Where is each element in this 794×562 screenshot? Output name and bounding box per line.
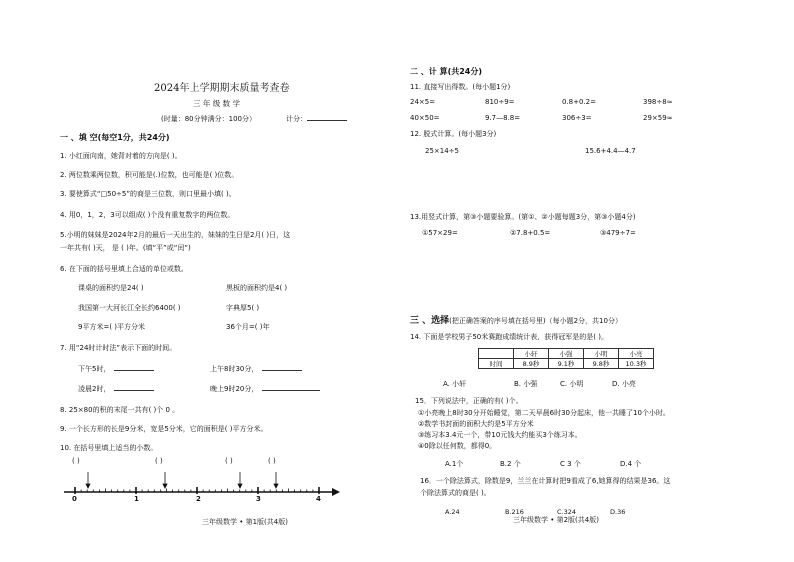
section-choice: 三 、选择(把正确答案的序号填在括号里)（每小题2分，共10分） — [410, 316, 622, 326]
question-7b: 上午8时30分， — [210, 366, 302, 373]
question-11: 11. 直接写出得数。(每小题1分) — [410, 83, 511, 91]
oral-5: 40×50= — [410, 114, 440, 122]
question-6c: 我国第一大河长江全长约6400( ) — [78, 304, 181, 312]
question-6: 6. 在下面的括号里填上合适的单位或数。 — [60, 265, 188, 273]
axis-label-0: 0 — [72, 495, 77, 503]
number-line-blank-1: ( ) — [72, 457, 80, 465]
axis-label-1: 1 — [134, 495, 139, 503]
exam-meta: (时量：80分钟满分：100分） — [161, 115, 256, 123]
oral-4: 398÷8≈ — [643, 98, 673, 106]
section-calculation: 二 、计 算(共24分) — [410, 67, 483, 76]
q14-option-a: A. 小轩 — [443, 380, 467, 388]
question-2: 2. 两位数乘两位数，积可能是(.)位数，也可能是( )位数。 — [60, 171, 239, 179]
number-line-blank-3: ( ) — [225, 457, 233, 465]
question-6b: 黑板的面积约是4( ) — [226, 284, 288, 292]
question-14: 14. 下面是学校男子50米赛跑成绩统计表，获得冠军是的是( )。 — [410, 333, 608, 341]
number-line-blank-2: ( ) — [155, 457, 163, 465]
oral-2: 810÷9= — [485, 98, 515, 106]
question-16-line2: 个除法算式的商是( )。 — [420, 489, 491, 497]
axis-label-4: 4 — [316, 495, 321, 503]
question-13: 13.用竖式计算，第③小题要验算。(第①、②小题每题3分，第③小题4分) — [410, 213, 636, 221]
question-15-statement-1: ①小亮晚上8时30分开始睡觉，第二天早晨6时30分起床，他一共睡了10个小时。 — [418, 409, 670, 417]
table-cell: 小轩 — [514, 349, 549, 359]
q15-option-c: C 3 个 — [560, 460, 581, 468]
race-result-table — [478, 348, 654, 369]
section-fill-blank: 一 、填 空(每空1分，共24分) — [60, 133, 170, 142]
table-cell: 时间 — [479, 359, 514, 369]
table-row — [479, 349, 654, 359]
axis-label-3: 3 — [256, 495, 261, 503]
q14-option-b: B. 小强 — [514, 380, 538, 388]
question-6d: 字典厚5( ) — [226, 304, 260, 312]
question-12: 12. 脱式计算。(每小题3分) — [410, 130, 497, 138]
question-15-statement-3: ③练习本3.4元一个，带10元钱大约能买3个练习本。 — [418, 431, 582, 439]
exam-subtitle: 三 年 级 数 学 — [193, 99, 241, 108]
table-cell: 9.8秒 — [584, 359, 619, 369]
table-row — [479, 359, 654, 369]
table-cell: 小亮 — [619, 349, 654, 359]
question-9: 9. 一个长方形的长是9分米，宽是5分米，它的面积是( )平方分米。 — [60, 425, 268, 433]
table-cell: 8.9秒 — [514, 359, 549, 369]
oral-6: 9.7—8.8= — [485, 114, 521, 122]
oral-7: 306÷3= — [562, 114, 592, 122]
question-6f: 36个月=( )年 — [226, 323, 270, 331]
question-5-line1: 5.小明的妹妹是2024年2月的最后一天出生的，妹妹的生日是2月( )日，这 — [60, 231, 291, 239]
question-13a: ①57×29= — [422, 229, 458, 237]
question-5-line2: 一年共有( )天， 是 ( )年。(填“平”或“闰”) — [60, 244, 191, 252]
oral-3: 0.8+0.2= — [562, 98, 596, 106]
score-label: 计分： — [286, 116, 347, 123]
oral-1: 24×5= — [410, 98, 436, 106]
exam-title: 2024年上学期期末质量考查卷 — [154, 83, 290, 94]
table-cell — [479, 349, 514, 359]
q14-option-d: D. 小亮 — [612, 380, 636, 388]
footer-page-1: 三年级数学 • 第1版(共4版) — [202, 518, 288, 526]
question-16-line1: 16．一个除法算式，除数是9，兰兰在计算时把9看成了6,她算得的结果是36。这 — [420, 477, 671, 485]
number-line-blank-4: ( ) — [268, 457, 276, 465]
table-cell: 10.3秒 — [619, 359, 654, 369]
q14-option-c: C. 小明 — [560, 380, 584, 388]
q16-option-c: C.324 — [557, 508, 577, 516]
question-3: 3. 要使算式“□50÷5”的商是三位数，则口里最小填( )。 — [60, 190, 236, 198]
question-6a: 课桌的面积约是24( ) — [78, 284, 144, 292]
question-7: 7. 用“24时计时法”表示下面的时间。 — [60, 344, 177, 352]
q15-option-d: D.4 个 — [620, 460, 642, 468]
question-4: 4. 用0，1，2，3可以组成( )个没有重复数字的两位数。 — [60, 211, 235, 219]
table-cell: 9.1秒 — [549, 359, 584, 369]
question-12a: 25×14÷5 — [425, 147, 459, 155]
question-15-statement-2: ②数学书封面的面积大约是5平方分米 — [418, 420, 534, 428]
q15-option-b: B.2 个 — [500, 460, 521, 468]
table-cell: 小明 — [584, 349, 619, 359]
question-13c: ③479÷7= — [600, 229, 636, 237]
q16-option-d: D.36 — [610, 508, 626, 516]
question-10: 10. 在括号里填上适当的小数。 — [60, 444, 158, 452]
oral-8: 29×59≈ — [643, 114, 673, 122]
q16-option-b: B.216 — [505, 508, 524, 516]
question-12b: 15.6+4.4—4.7 — [585, 147, 636, 155]
question-7c: 凌晨2时， — [78, 386, 154, 393]
question-7a: 下午5时， — [78, 366, 154, 373]
axis-label-2: 2 — [196, 495, 201, 503]
q16-option-a: A.24 — [445, 508, 460, 516]
question-8: 8. 25×80的积的末尾一共有( )个 0 。 — [60, 406, 180, 414]
question-1: 1. 小红面向南，她背对着的方向是( )。 — [60, 152, 182, 160]
q15-option-a: A.1个 — [445, 460, 464, 468]
table-cell: 小强 — [549, 349, 584, 359]
question-15: 15．下列说法中，正确的有( )个。 — [415, 397, 523, 405]
question-7d: 晚上9时20分， — [210, 386, 320, 393]
question-6e: 9平方米=( )平方分米 — [78, 323, 146, 331]
question-13b: ②7.8+0.5= — [510, 229, 551, 237]
question-15-statement-4: ④0除以任何数，都得0。 — [418, 442, 497, 450]
footer-page-2: 三年级数学 • 第2版(共4版) — [513, 516, 599, 524]
